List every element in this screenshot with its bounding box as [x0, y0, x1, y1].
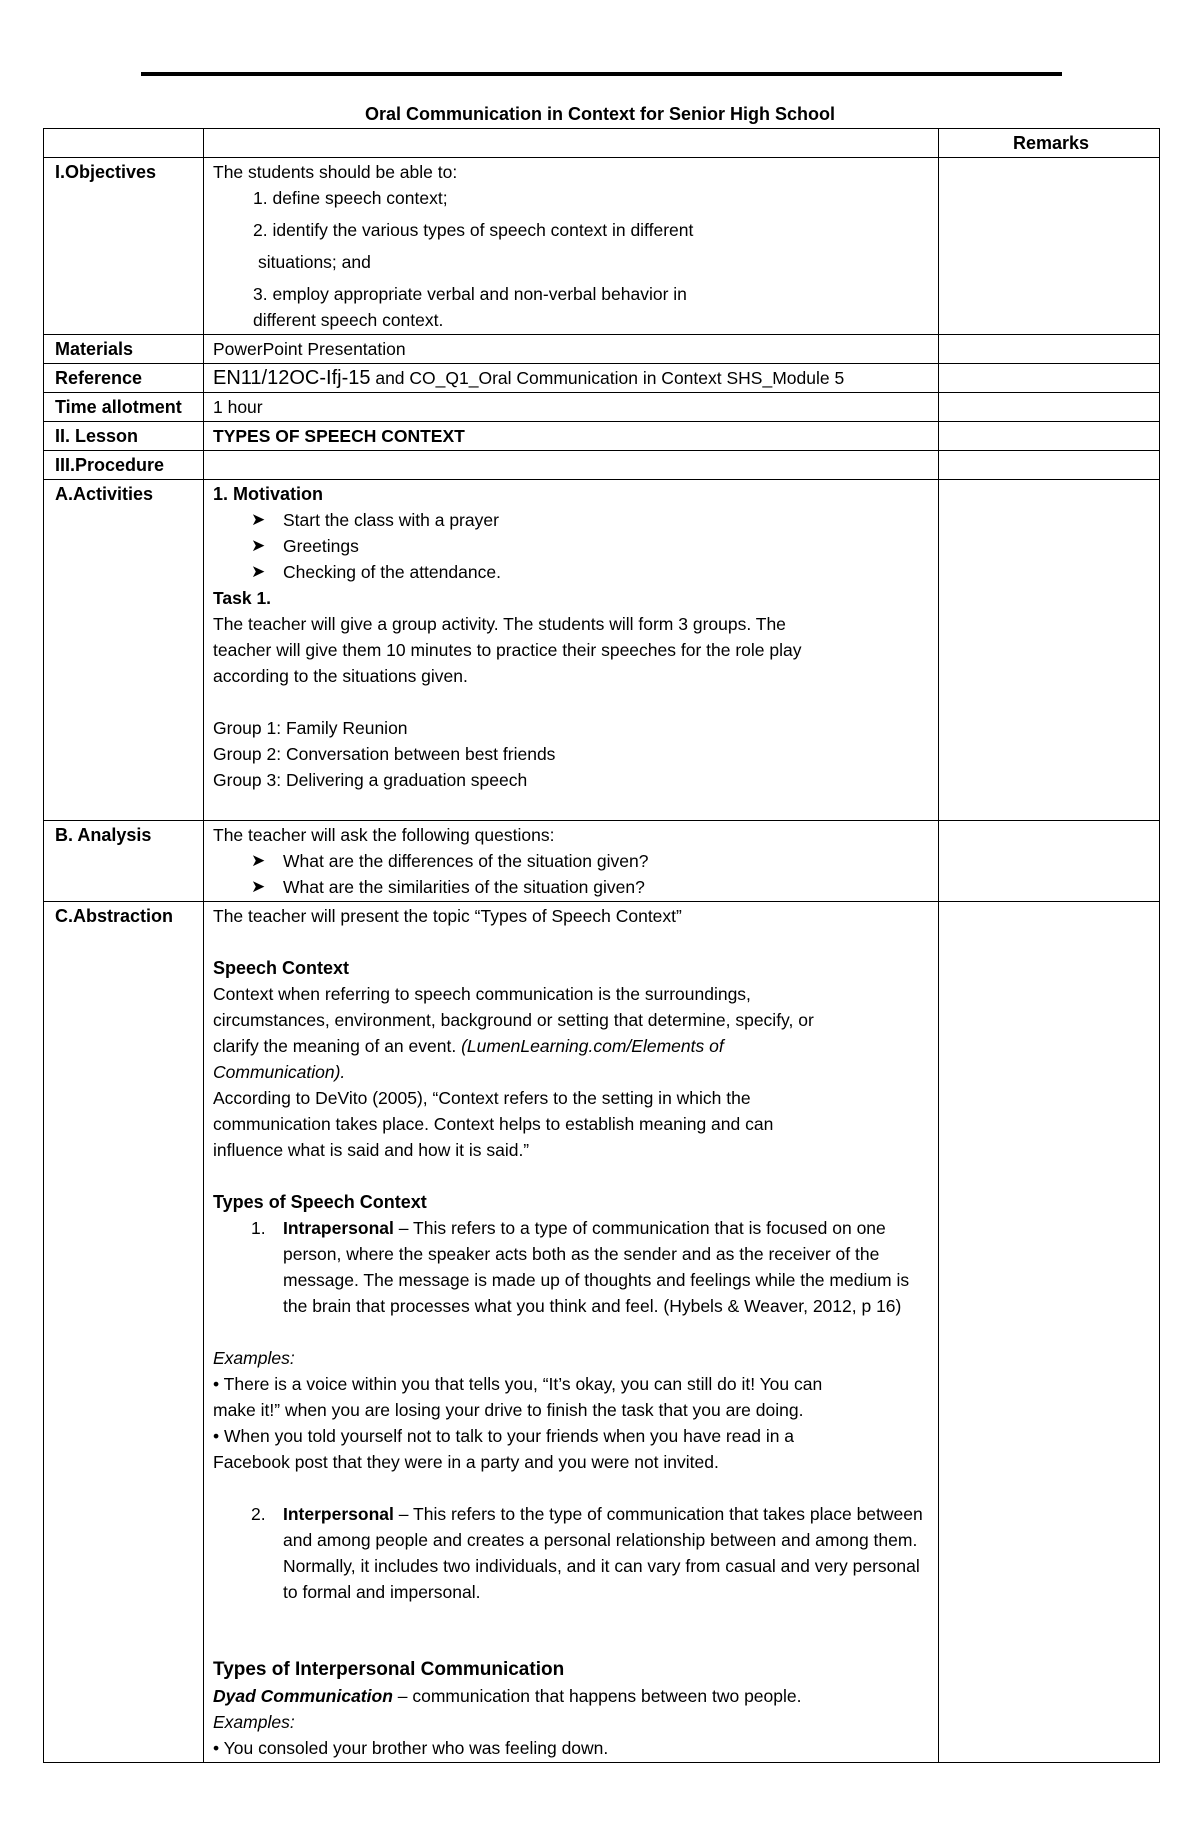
dyad-example: • You consoled your brother who was feeling down. [213, 1738, 609, 1758]
list-item: ➤ Checking of the attendance. [213, 559, 933, 585]
activities-row [44, 480, 1160, 821]
arrow-bullet-icon: ➤ [251, 562, 266, 581]
speech-context-text-1: Context when referring to speech communication is the surroundings, [213, 984, 751, 1004]
objective-2: 2. identify the various types of speech context in different [253, 220, 694, 240]
example-1b: make it!” when you are losing your drive to finish the task that you are doing. [213, 1400, 804, 1420]
procedure-remarks [939, 451, 1160, 480]
reference-remarks [939, 364, 1160, 393]
group-3: Group 3: Delivering a graduation speech [213, 770, 528, 790]
procedure-label: III.Procedure [44, 451, 204, 480]
devito-text-2: communication takes place. Context helps to establish meaning and can [213, 1114, 774, 1134]
speech-context-text-2: circumstances, environment, background or setting that determine, specify, or [213, 1010, 814, 1030]
list-item: ➤ What are the differences of the situation given? [213, 848, 933, 874]
speech-context-heading: Speech Context [213, 958, 350, 978]
abstraction-label: C.Abstraction [44, 902, 204, 1763]
analysis-row [44, 821, 1160, 902]
objectives-row [44, 158, 1160, 335]
activities-cell [204, 480, 939, 821]
header-blank-1 [44, 129, 204, 158]
group-2: Group 2: Conversation between best friends [213, 744, 556, 764]
lesson-value: TYPES OF SPEECH CONTEXT [204, 422, 939, 451]
header-row [44, 129, 1160, 158]
citation: (LumenLearning.com/Elements of [461, 1036, 724, 1056]
task-text-1: The teacher will give a group activity. The students will form 3 groups. The [213, 614, 786, 634]
lesson-label: II. Lesson [44, 422, 204, 451]
speech-context-text-3: clarify the meaning of an event. (LumenLearning.com/Elements of [213, 1036, 724, 1056]
type-intrapersonal: 1. Intrapersonal – This refers to a type of communication that is focused on one person, where the speaker acts both as the sender and as the receiver of the message. The message is made up of thoughts and feelings while the medium is the brain that processes what you think and feel. (Hybels & Weaver, 2012, p 16) [251, 1218, 910, 1316]
remarks-header: Remarks [939, 129, 1160, 158]
abstraction-intro: The teacher will present the topic “Types of Speech Context” [213, 906, 682, 926]
objective-3: 3. employ appropriate verbal and non-verbal behavior in [253, 284, 687, 304]
time-label: Time allotment [44, 393, 204, 422]
devito-text-1: According to DeVito (2005), “Context refers to the setting in which the [213, 1088, 751, 1108]
reference-row [44, 364, 1160, 393]
arrow-bullet-icon: ➤ [251, 877, 266, 896]
procedure-value [204, 451, 939, 480]
example-2a: • When you told yourself not to talk to your friends when you have read in a [213, 1426, 795, 1446]
objectives-remarks [939, 158, 1160, 335]
lesson-remarks [939, 422, 1160, 451]
dyad-definition: Dyad Communication – communication that happens between two people. [213, 1686, 802, 1706]
task-heading: Task 1. [213, 588, 272, 608]
objectives-intro: The students should be able to: [213, 162, 458, 182]
top-rule [141, 72, 1062, 76]
list-item: ➤ Greetings [213, 533, 933, 559]
motivation-heading: 1. Motivation [213, 484, 324, 504]
analysis-label: B. Analysis [44, 821, 204, 902]
abstraction-row [44, 902, 1160, 1763]
abstraction-remarks [939, 902, 1160, 1763]
interpersonal-types-heading: Types of Interpersonal Communication [213, 1659, 565, 1680]
materials-row [44, 335, 1160, 364]
lesson-plan-table [43, 128, 1160, 1763]
time-remarks [939, 393, 1160, 422]
materials-remarks [939, 335, 1160, 364]
time-value: 1 hour [204, 393, 939, 422]
examples-label: Examples: [213, 1348, 295, 1368]
objectives-cell [204, 158, 939, 335]
header-blank-2 [204, 129, 939, 158]
reference-label: Reference [44, 364, 204, 393]
document-title: Oral Communication in Context for Senior High School [364, 104, 836, 124]
reference-code: EN11/12OC-Ifj-15 [213, 367, 371, 389]
materials-label: Materials [44, 335, 204, 364]
example-1a: • There is a voice within you that tells you, “It’s okay, you can still do it! You can [213, 1374, 823, 1394]
materials-value: PowerPoint Presentation [204, 335, 939, 364]
activities-label: A.Activities [44, 480, 204, 821]
abstraction-cell [204, 902, 939, 1763]
activities-remarks [939, 480, 1160, 821]
citation-cont: Communication). [213, 1062, 346, 1082]
list-item: ➤ Start the class with a prayer [213, 507, 933, 533]
task-text-2: teacher will give them 10 minutes to practice their speeches for the role play [213, 640, 802, 660]
example-2b: Facebook post that they were in a party and you were not invited. [213, 1452, 719, 1472]
arrow-bullet-icon: ➤ [251, 851, 266, 870]
objective-1: 1. define speech context; [253, 188, 448, 208]
analysis-cell [204, 821, 939, 902]
analysis-intro: The teacher will ask the following questions: [213, 825, 555, 845]
examples-label-2: Examples: [213, 1712, 295, 1732]
procedure-row [44, 451, 1160, 480]
objective-3-cont: different speech context. [253, 310, 444, 330]
objective-2-cont: situations; and [258, 252, 371, 272]
type-interpersonal: 2. Interpersonal – This refers to the type of communication that takes place between and among people and creates a personal relationship between and among them. Normally, it includes two individuals, and it can vary from casual and very personal to formal and impersonal. [251, 1504, 923, 1602]
group-1: Group 1: Family Reunion [213, 718, 408, 738]
devito-text-3: influence what is said and how it is said.” [213, 1140, 530, 1160]
list-item: ➤ What are the similarities of the situation given? [213, 874, 933, 900]
arrow-bullet-icon: ➤ [251, 536, 266, 555]
reference-rest: and CO_Q1_Oral Communication in Context SHS_Module 5 [370, 368, 845, 388]
reference-value [204, 364, 939, 393]
arrow-bullet-icon: ➤ [251, 510, 266, 529]
lesson-row [44, 422, 1160, 451]
time-row [44, 393, 1160, 422]
term: Interpersonal [283, 1504, 394, 1524]
task-text-3: according to the situations given. [213, 666, 468, 686]
types-heading: Types of Speech Context [213, 1192, 427, 1212]
term: Intrapersonal [283, 1218, 394, 1238]
analysis-remarks [939, 821, 1160, 902]
objectives-label: I.Objectives [44, 158, 204, 335]
